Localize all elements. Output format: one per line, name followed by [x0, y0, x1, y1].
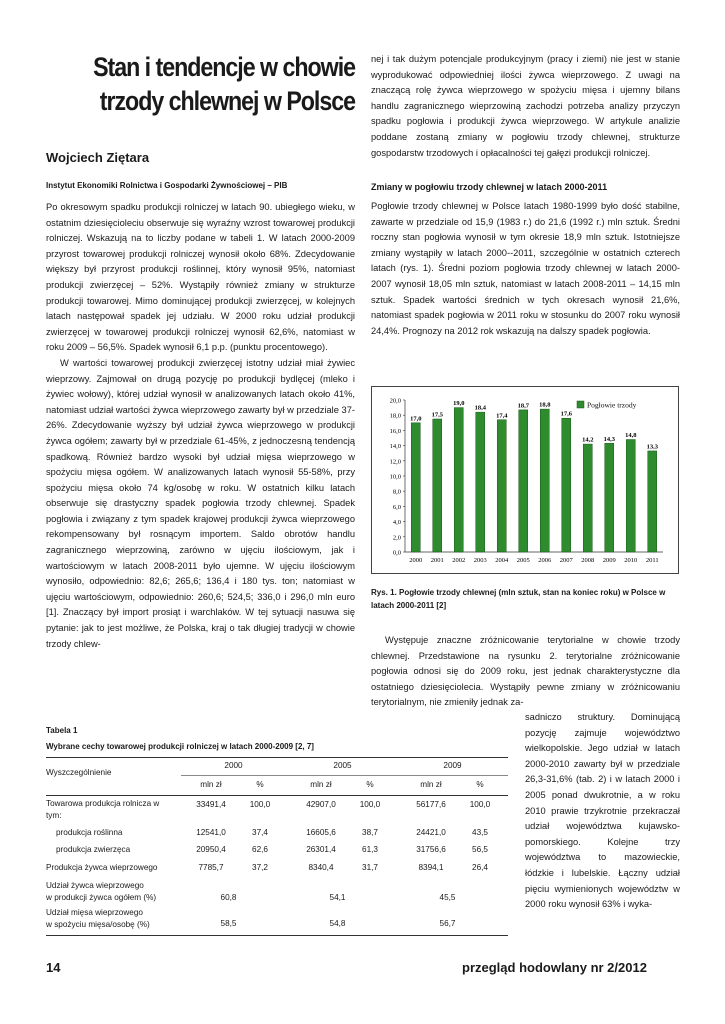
y-tick-label: 10,0 — [389, 473, 401, 481]
bar-2001 — [433, 419, 442, 552]
right-column-section — [371, 199, 680, 339]
title-line-2: trzody chlewnej w Polsce — [99, 86, 355, 116]
table-year-2000: 2000 — [224, 761, 243, 770]
title-line-1: Stan i tendencje w chowie — [93, 52, 356, 82]
section-heading: Zmiany w pogłowiu trzody chlewnej w latach 2000-2011 — [371, 182, 608, 192]
figure-caption: Rys. 1. Pogłowie trzody chlewnej (mln sztuk, stan na koniec roku) w Polsce w latach 2000-2011 [2] — [371, 588, 666, 610]
y-tick-label: 2,0 — [392, 534, 401, 542]
bar-value-label: 14,2 — [582, 436, 594, 444]
table-share-label — [46, 907, 150, 931]
table-header-label: Wyszczególnienie — [46, 768, 112, 777]
y-tick-label: 14,0 — [389, 443, 401, 451]
table-cell: 7785,7 — [198, 863, 224, 872]
table-year-2005: 2005 — [333, 761, 352, 770]
page-number: 14 — [46, 960, 61, 975]
share-value: 60,8 — [220, 893, 237, 902]
table-cell: 100,0 — [359, 800, 381, 809]
share-value: 58,5 — [220, 919, 237, 928]
y-tick-label: 12,0 — [389, 458, 401, 466]
y-tick-label: 0,0 — [392, 549, 401, 557]
unit-cell: mln zł — [200, 780, 222, 789]
bar-2009 — [605, 443, 614, 552]
bar-2006 — [540, 409, 549, 552]
share-value: 54,8 — [329, 919, 346, 928]
table-cell: 56177,6 — [416, 800, 446, 809]
bar-value-label: 13,3 — [646, 443, 658, 451]
share-value: 54,1 — [329, 893, 346, 902]
y-tick-label: 20,0 — [389, 397, 401, 405]
paragraph-pork-share: W wartości towarowej produkcji zwierzęcej istotny udział miał żywiec wieprzowy. Zajmował on drugą pozycję po produkcji bydlęcej (mleko i żywiec wołowy), której udział wynosił w analizowanych latach około 41%, natomiast udział wartości żywca wieprzowego zawarty był w przedziale 37-26%. Zdecydowanie wyższy był udział żywca wieprzowego w produkcji żywca ogółem; zawarty był w przedziale 61-45%, z jednoczesną tendencją spadkową. Również bardzo wysoki był udział mięsa wieprzowego w spożyciu mięsa ogółem. W analizowanych latach wynosił 55-58%, przy spożyciu mięsa około 74 kg/osobę w roku. W ostatnich kilku latach obserwuje się drastyczny spadek pogłowia trzody chlewnej. Spadek pogłowia i związany z tym spadek krajowej produkcji żywca wieprzowego rekompensowany był rosnącym importem. Saldo obrotów handlu zagranicznego wieprzowiną, zarówno w ujęciu ilościowym, jak i wartościowym w latach 2008-2011 było ujemne. W ujęciu ilościowym wynosiło, odpowiednio: 82,6; 265,6; 136,4 i 180 tys. ton; natomiast w ujęciu wartościowym, odpowiednio: 260,6; 524,5; 336,0 i 296,0 mln euro [1]. Znaczący był import prosiąt i warchlaków. W tej sytuacji nasuwa się pytanie: jak to jest możliwe, że Polska, kraj o tak długiej tradycji w chowie trzody chlew- — [46, 357, 355, 649]
x-tick-label: 2002 — [452, 557, 466, 564]
x-tick-label: 2010 — [624, 557, 638, 564]
bar-2000 — [411, 423, 420, 552]
table-row-label: Produkcja żywca wieprzowego — [46, 863, 158, 872]
author-name: Wojciech Ziętara — [46, 150, 150, 165]
author-affiliation: Instytut Ekonomiki Rolnictwa i Gospodarki Żywnościowej – PIB — [46, 181, 288, 190]
x-tick-label: 2006 — [538, 557, 552, 564]
table-cell: 12541,0 — [196, 828, 226, 837]
table-row-label: produkcja roślinna — [56, 828, 123, 837]
bar-value-label: 17,6 — [560, 410, 572, 418]
bar-2011 — [648, 451, 657, 552]
table-row-label: produkcja zwierzęca — [56, 845, 131, 854]
x-tick-label: 2003 — [473, 557, 487, 564]
table-cell: 16605,6 — [306, 828, 336, 837]
journal-name: przegląd hodowlany nr 2/2012 — [462, 960, 647, 975]
table-cell: 100,0 — [249, 800, 271, 809]
table-cell: 38,7 — [362, 828, 378, 837]
unit-cell: % — [256, 780, 264, 789]
bar-2003 — [476, 412, 485, 552]
table-year-2009: 2009 — [443, 761, 462, 770]
unit-cell: % — [476, 780, 484, 789]
bar-value-label: 18,4 — [474, 404, 486, 412]
x-tick-label: 2004 — [495, 557, 509, 564]
legend-label: Pogłowie trzody — [587, 400, 637, 410]
table-cell: 24421,0 — [416, 828, 446, 837]
table-label: Tabela 1 — [46, 726, 78, 735]
table-cell: 37,4 — [252, 828, 268, 837]
y-tick-label: 6,0 — [392, 503, 401, 511]
table-cell: 61,3 — [362, 845, 378, 854]
x-tick-label: 2007 — [559, 557, 573, 564]
table-cell: 33491,4 — [196, 800, 226, 809]
bar-value-label: 18,8 — [539, 401, 551, 409]
paragraph-regional: Występuje znaczne zróżnicowanie terytorialne w chowie trzody chlewnej. Przedstawione na rysunku 2. terytorialne zróżnicowanie pogłowia odnosi się do 2009 roku, jest jednak charakterystyczne dla ostatniego dziesięciolecia. Wystąpiły pewne zmiany w zróżnicowaniu terytorialnym, nie zmieniły jednak za- — [371, 635, 680, 708]
legend-swatch — [577, 401, 584, 408]
y-tick-label: 16,0 — [389, 427, 401, 435]
table-cell: 56,5 — [472, 845, 488, 854]
x-tick-label: 2005 — [516, 557, 530, 564]
share-value: 45,5 — [439, 893, 456, 902]
bar-value-label: 17,0 — [410, 415, 422, 423]
table-cell: 26,4 — [472, 863, 488, 872]
paragraph-continuation: nej i tak dużym potencjale produkcyjnym (pracy i ziemi) nie jest w stanie wyprodukować odpowiedniej ilości żywca wieprzowego. Z uwagi na znaczącą rolę żywca wieprzowego w spożyciu mięsa i ujemny bilans handlu zagranicznego wieprzowiną zachodzi potrzeba analizy przyczyn spadku pogłowia i produkcji żywca wieprzowego. W artykule analizie poddane zostaną zmiany w pogłowiu trzody chlewnej, strukturze gospodarstw trzodowych i opłacalności tej gałęzi produkcji rolniczej. — [371, 54, 680, 158]
paragraph-intro: Po okresowym spadku produkcji rolniczej w latach 90. ubiegłego wieku, w ostatnim dziesięcioleciu obserwuje się wyraźny wzrost towarowej produkcji rolniczej. Wskazują na to liczby podane w tabeli 1. W latach 2000-2009 przyrost towarowej produkcji rolniczej wynosił około 68%. Zdecydowanie większy był przyrost produkcji roślinnej, który wynosił 95%, natomiast produkcji zwierzęcej – 52%. Wystąpiły również zmiany w strukturze produkcji towarowej. Mimo dominującej produkcji zwierzęcej, w kolejnych latach następował spadek jej udziału. W 2000 roku udział produkcji zwierzęcej w towarowej produkcji rolniczej wynosił 62,6%, natomiast w roku 2009 – 56,5%. Spadek wynosił 6,1 p.p. (punktu procentowego). — [46, 202, 355, 353]
left-column — [46, 200, 355, 652]
bar-2010 — [626, 440, 635, 552]
bar-2004 — [497, 420, 506, 552]
bar-value-label: 14,3 — [603, 435, 615, 443]
table-row-label: Towarowa produkcja rolnicza w tym: — [46, 799, 160, 820]
right-column-narrow — [525, 710, 680, 913]
share-label-line: Udział mięsa wieprzowego — [46, 908, 143, 917]
bar-value-label: 17,5 — [431, 411, 443, 419]
unit-cell: % — [366, 780, 374, 789]
table-cell: 8394,1 — [418, 863, 444, 872]
table-cell: 43,5 — [472, 828, 488, 837]
table-share-label — [46, 880, 156, 904]
share-label-line: w spożyciu mięsa/osobę (%) — [46, 920, 150, 929]
table-cell: 31,7 — [362, 863, 378, 872]
bar-2005 — [519, 410, 528, 552]
unit-cell: mln zł — [310, 780, 332, 789]
table-title: Wybrane cechy towarowej produkcji rolniczej w latach 2000-2009 [2, 7] — [46, 742, 314, 751]
bar-value-label: 19,0 — [453, 400, 465, 408]
right-column-intro — [371, 52, 680, 161]
share-label-line: Udział żywca wieprzowego — [46, 881, 144, 890]
bar-2002 — [454, 408, 463, 552]
pig-population-bar-chart — [371, 386, 679, 574]
bar-value-label: 17,4 — [496, 412, 508, 420]
x-tick-label: 2001 — [430, 557, 444, 564]
share-value: 56,7 — [439, 919, 456, 928]
x-tick-label: 2000 — [409, 557, 423, 564]
y-tick-label: 8,0 — [392, 488, 401, 496]
unit-cell: mln zł — [420, 780, 442, 789]
bar-value-label: 14,8 — [625, 432, 637, 440]
x-tick-label: 2009 — [602, 557, 616, 564]
bar-2008 — [583, 444, 592, 552]
bar-2007 — [562, 418, 571, 552]
y-tick-label: 18,0 — [389, 412, 401, 420]
table-cell: 62,6 — [252, 845, 268, 854]
table-cell: 42907,0 — [306, 800, 336, 809]
table-cell: 31756,6 — [416, 845, 446, 854]
right-column-regional — [371, 633, 680, 711]
y-tick-label: 4,0 — [392, 519, 401, 527]
article-title — [84, 50, 355, 118]
share-label-line: w produkcji żywca ogółem (%) — [46, 893, 157, 902]
paragraph-voivodeships: sadniczo struktury. Dominującą pozycję zajmuje województwo wielkopolskie. Jego udział w latach 2000-2010 zawarty był w przedziale 26,3-31,6% (tab. 2) i w latach 2000 i 2005 ponad dwukrotnie, a w roku 2010 prawie trzykrotnie przekraczał udział województwa kujawsko-pomorskiego. Kolejne trzy województwa to mazowieckie, łódzkie i lubelskie. Łączny udział pięciu wymienionych województw w 2000 roku wynosił 63% i wyka- — [525, 712, 680, 910]
table-cell: 26301,4 — [306, 845, 336, 854]
bar-value-label: 18,7 — [517, 402, 529, 410]
table-cell: 20950,4 — [196, 845, 226, 854]
table-cell: 100,0 — [469, 800, 491, 809]
paragraph-herd-changes: Pogłowie trzody chlewnej w Polsce latach 1980-1999 było dość stabilne, zawarte w przedziale od 15,9 (1983 r.) do 21,6 (1992 r.) mln sztuk. Średni roczny stan pogłowia wynosił w tym okresie 18,9 mln sztuk. Istotniejsze zmiany wystąpiły w latach 2000--2011, szczególnie w ostatnich czterech latach (rys. 1). Średni poziom pogłowia trzody chlewnej w latach 2000-2007 wynosił 18,05 mln sztuk, natomiast w latach 2008-2011 – 14,15 mln sztuk. Spadek wartości średnich w tych okresach wynosił 21,6%, natomiast spadek pogłowia w 2011 roku w stosunku do 2007 roku wynosił 24,4%. Prognozy na 2012 rok wskazują na dalszy spadek pogłowia. — [371, 201, 680, 336]
x-tick-label: 2008 — [581, 557, 595, 564]
table-cell: 37,2 — [252, 863, 268, 872]
table-cell: 8340,4 — [308, 863, 334, 872]
x-tick-label: 2011 — [645, 557, 659, 564]
